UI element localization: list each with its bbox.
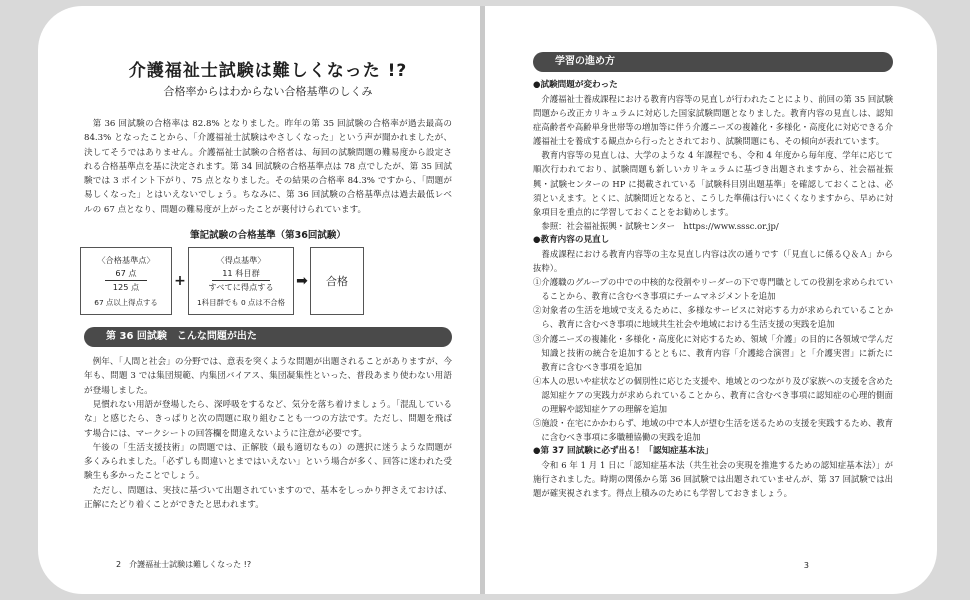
body-paragraph-3: 午後の「生活支援技術」の問題では、正解肢（最も適切なもの）の選択に迷うような問題が多くみられました。「必ずしも間違いとまではいえない」という場合が多く、回答に迷われた受験生も多かったことでしょう。 bbox=[84, 442, 452, 482]
reference-line: 参照：社会福祉振興・試験センター https://www.sssc.or.jp/ bbox=[541, 220, 779, 231]
score-criteria-label: 〈得点基準〉 bbox=[216, 254, 266, 265]
right-paragraph-2: 教育内容等の見直しは、大学のような 4 年課程でも、令和 4 年度から毎年度、学年に応じて順次行われており、試験問題も新しいカリキュラムに基づき出題されますから、社会福祉振興・試験センターの HP に掲載されている「試験科目別出題基準」を確認しておくことは、必須といえます。とくに、試験間近となると、こうした準備は行いにくくなりますから、早めに対象項目を重点的に学習しておくことをお勧めします。 bbox=[533, 150, 893, 217]
score-criteria-note: 1科目群でも 0 点は不合格 bbox=[196, 297, 285, 307]
left-page bbox=[38, 6, 490, 594]
body-paragraph-1: 例年、「人間と社会」の分野では、意表を突くような問題が出題されることがありますが、今年も、問題 3 では集団規範、内集団バイアス、集団凝集性といった、普段あまり使わない用語が登場しました。 bbox=[84, 357, 452, 396]
list-item: ①介護職のグループの中での中核的な役割やリーダーの下で専門職としての役割を求められていることから、教育に含むべき事項にチームマネジメントを追加 bbox=[533, 277, 893, 302]
passing-score-label: 〈合格基準点〉 bbox=[97, 254, 155, 265]
passing-score-numerator: 67 点 bbox=[105, 268, 146, 281]
arrow-right-icon: ➡ bbox=[296, 273, 308, 290]
passing-score-box bbox=[80, 247, 172, 315]
left-page-footer: 2 介護福祉士試験は難しくなった !? bbox=[116, 560, 252, 569]
section-heading-2: ●教育内容の見直し bbox=[533, 234, 610, 245]
score-criteria-denominator: すべてに得点する bbox=[208, 281, 274, 292]
pass-criteria-diagram bbox=[80, 247, 456, 315]
right-paragraph-4: 令和 6 年 1 月 1 日に「認知症基本法（共生社会の実現を推進するための認知症基本法）」が施行されました。時期の関係から第 36 回試験では出題されていませんが、第 37 回試験では出題が確実視されます。得点上積みのためにも学習しておきましょう。 bbox=[533, 460, 893, 499]
list-item: ④本人の思いや症状などの個別性に応じた支援や、地域とのつながり及び家族への支援を含めた認知症ケアの実践力が求められていることから、教育に含むべき事項に認知症の心理的側面の理解や認知症ケアの理解を追加 bbox=[533, 375, 893, 414]
score-criteria-numerator: 11 科目群 bbox=[212, 268, 270, 281]
result-box: 合格 bbox=[310, 247, 364, 315]
page-number: 3 bbox=[803, 561, 809, 570]
right-paragraph-3: 養成課程における教育内容等の主な見直し内容は次の通りです（「見直しに係るＱ＆Ａ」から抜粋）。 bbox=[533, 248, 893, 274]
list-item: ⑤施設・在宅にかかわらず、地域の中で本人が望む生活を送るための支援を実践するため、教育に含むべき事項に多職種協働の実践を追加 bbox=[533, 418, 893, 443]
plus-sign: + bbox=[174, 273, 186, 290]
diagram-title: 筆記試験の合格基準（第36回試験） bbox=[190, 230, 346, 242]
study-banner: 学習の進め方 bbox=[533, 52, 893, 72]
page-subtitle: 合格率からはわからない合格基準のしくみ bbox=[163, 85, 373, 98]
body-paragraph-2: 見慣れない用語が登場したら、深呼吸をするなど、気分を落ち着けましょう。「混乱しているな」と感じたら、きっぱりと次の問題に取り組むことも一つの方法です。ただし、問題を飛ばす場合には、マークシートの回答欄を間違えないように注意が必要です。 bbox=[84, 399, 452, 439]
list-item: ②対象者の生活を地域で支えるために、多様なサービスに対応する力が求められていることから、教育に含むべき事項に地域共生社会や地域における生活支援の実践を追加 bbox=[533, 305, 893, 330]
passing-score-denominator: 125 点 bbox=[112, 281, 140, 292]
right-paragraph-1: 介護福祉士養成課程における教育内容等の見直しが行われたことにより、前回の第 35 回試験問題から改正カリキュラムに対応した国家試験問題となりました。教育内容の見直しは、認知症高齢者や高齢単身世帯等の増加等に伴う介護ニーズの複雑化・多様化・高度化に対応できる介護福祉士を養成する観点から行ったとされており、試験問題にも、その傾向が表れています。 bbox=[533, 94, 893, 147]
section-heading-1: ●試験問題が変わった bbox=[533, 80, 618, 90]
section-banner: 第 36 回試験 こんな問題が出た bbox=[84, 327, 452, 347]
section-heading-3: ●第 37 回試験に必ず出る！「認知症基本法」 bbox=[533, 446, 714, 457]
passing-score-note: 67 点以上得点する bbox=[94, 297, 158, 307]
page-title: 介護福祉士試験は難しくなった !? bbox=[128, 61, 408, 81]
intro-paragraph: 第 36 回試験の合格率は 82.8% となりました。昨年の第 35 回試験の合格率が過去最高の 84.3% となったことから、「介護福祉士試験はやさしくなった」という声が聞かれましたが、決してそうではありません。介護福祉士試験の合格者は、毎回の試験問題の難易度から設定される合格基準点を基に決定されます。第 34 回試験の合格基準点は 78 点でしたが、第 35 回試験では 3 ポイント下がり、75 点となりました。その結果の合格率 84.3% ですから、「問題が易しくなった」とはいえないでしょう。ちなみに、第 36 回試験の合格基準点は過去最低レベルの 67 点となり、問題の難易度が上がったことが裏付けられています。 bbox=[84, 119, 452, 215]
score-criteria-box bbox=[188, 247, 294, 315]
list-item: ③介護ニーズの複雑化・多様化・高度化に対応するため、領域「介護」の目的に各領域で学んだ知識と技術の統合を追加するとともに、教育内容「介護総合演習」と「介護実習」に新たに教育に含むべき事項を追加 bbox=[533, 333, 893, 372]
body-paragraph-4: ただし、問題は、実技に基づいて出題されていますので、基本をしっかり押さえておけば、正解にたどり着くことができたと思われます。 bbox=[84, 485, 452, 511]
right-page bbox=[485, 6, 937, 594]
